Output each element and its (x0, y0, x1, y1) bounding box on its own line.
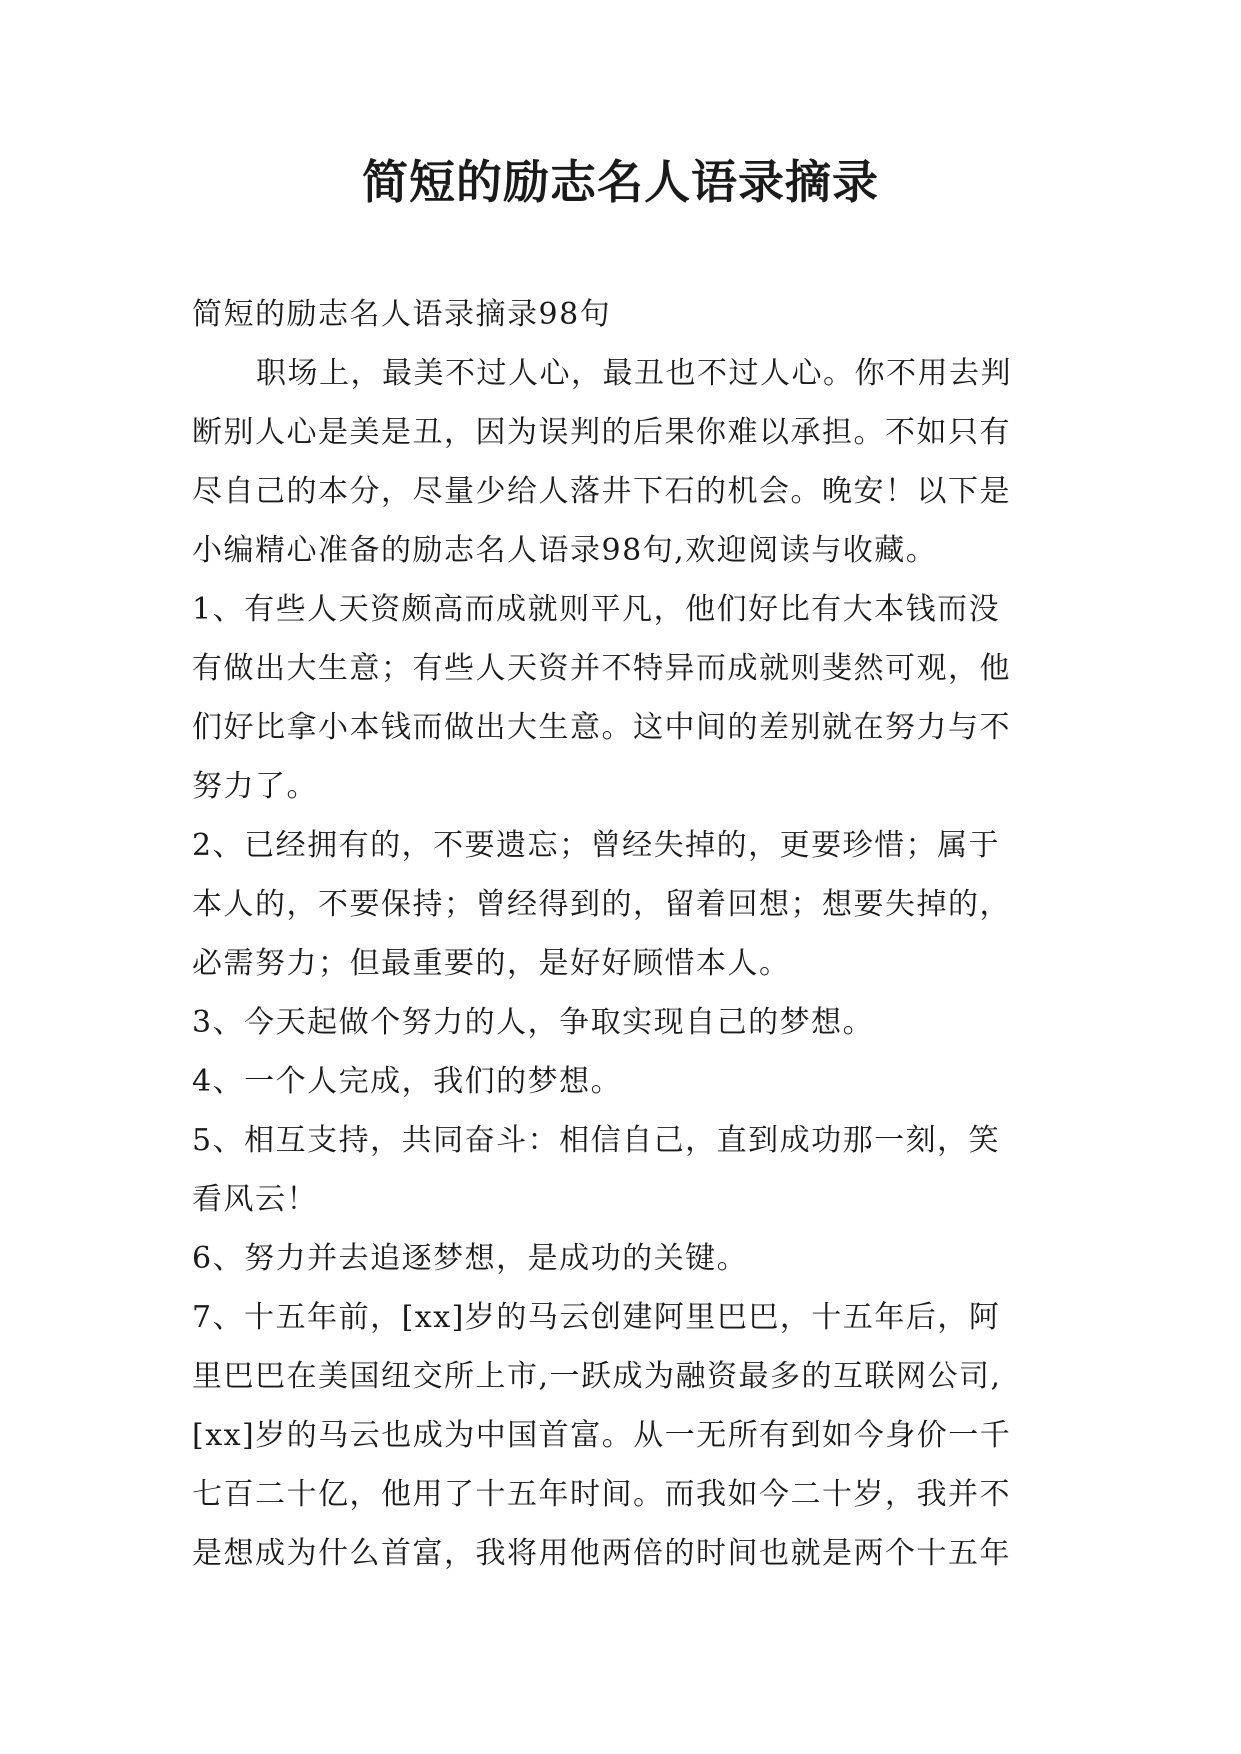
quote-1-line: 1、有些人天资颇高而成就则平凡，他们好比有大本钱而没 (192, 592, 1001, 627)
quote-7-line: 里巴巴在美国纽交所上市,一跃成为融资最多的互联网公司, (192, 1359, 1002, 1394)
quote-4-line: 4、一个人完成，我们的梦想。 (192, 1064, 623, 1099)
quote-6-line: 6、努力并去追逐梦想，是成功的关键。 (192, 1241, 749, 1276)
quote-5-line: 5、相互支持，共同奋斗：相信自己，直到成功那一刻，笑 (192, 1123, 1001, 1158)
quote-7-line: 七百二十亿，他用了十五年时间。而我如今二十岁，我并不 (192, 1477, 1011, 1512)
quote-7-line: [xx]岁的马云也成为中国首富。从一无所有到如今身价一千 (192, 1418, 1012, 1453)
quote-7-line: 是想成为什么首富，我将用他两倍的时间也就是两个十五年 (192, 1536, 1011, 1571)
quote-2-line: 2、已经拥有的，不要遗忘；曾经失掉的，更要珍惜；属于 (192, 828, 1001, 863)
body-line: 尽自己的本分，尽量少给人落井下石的机会。晚安！以下是 (192, 474, 1011, 509)
body-line-intro: 职场上，最美不过人心，最丑也不过人心。你不用去判 (256, 356, 1012, 391)
quote-1-line: 努力了。 (192, 769, 318, 804)
quote-2-line: 必需努力；但最重要的，是好好顾惜本人。 (192, 946, 791, 981)
quote-1-line: 有做出大生意；有些人天资并不特异而成就则斐然可观，他 (192, 651, 1011, 686)
quote-1-line: 们好比拿小本钱而做出大生意。这中间的差别就在努力与不 (192, 710, 1011, 745)
body-line-subtitle: 简短的励志名人语录摘录98句 (192, 297, 612, 332)
quote-5-line: 看风云！ (192, 1182, 318, 1217)
quote-3-line: 3、今天起做个努力的人，争取实现自己的梦想。 (192, 1005, 875, 1040)
quote-7-line: 7、十五年前，[xx]岁的马云创建阿里巴巴，十五年后，阿 (192, 1300, 1001, 1335)
quote-2-line: 本人的，不要保持；曾经得到的，留着回想；想要失掉的， (192, 887, 1011, 922)
document-title: 简短的励志名人语录摘录 (362, 155, 879, 209)
body-line: 小编精心准备的励志名人语录98句,欢迎阅读与收藏。 (192, 533, 938, 568)
body-line: 断别人心是美是丑，因为误判的后果你难以承担。不如只有 (192, 415, 1011, 450)
document-body (192, 285, 1054, 1583)
